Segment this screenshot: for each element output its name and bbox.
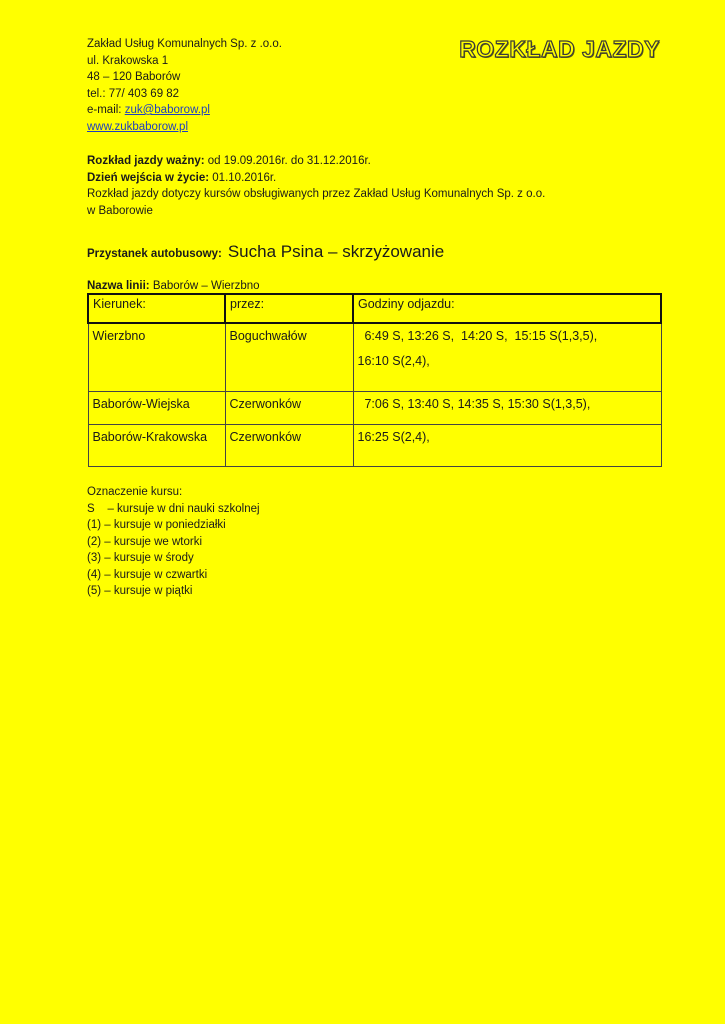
header-via: przez:: [225, 294, 353, 323]
table-row: [88, 392, 661, 425]
legend-item: (3) – kursuje w środy: [87, 552, 194, 564]
legend-item: (1) – kursuje w poniedziałki: [87, 519, 226, 531]
header-block: [87, 36, 662, 136]
row-via: Czerwonków: [225, 392, 353, 425]
company-email-line: [87, 102, 662, 119]
company-street: ul. Krakowska 1: [87, 54, 169, 67]
row-times: [353, 392, 661, 425]
email-link[interactable]: zuk@baborow.pl: [124, 104, 210, 116]
timetable-page: [87, 36, 662, 600]
header-direction: Kierunek:: [88, 294, 225, 323]
line-name-label: Nazwa linii:: [87, 280, 150, 292]
line-name: [87, 279, 662, 293]
company-website-line: [87, 119, 662, 136]
times-line: 16:10 S(2,4),: [357, 354, 430, 368]
row-direction: Wierzbno: [88, 323, 225, 392]
course-legend: [87, 484, 662, 600]
header-departures: Godziny odjazdu:: [353, 294, 661, 323]
times-line: 6:49 S, 13:26 S, 14:20 S, 15:15 S(1,3,5),: [357, 329, 598, 343]
table-row: [88, 323, 661, 392]
times-line: 16:25 S(2,4),: [357, 430, 430, 444]
validity-info: [87, 153, 662, 219]
legend-title: Oznaczenie kursu:: [87, 486, 183, 498]
company-city: 48 – 120 Baborów: [87, 71, 181, 83]
row-via: Czerwonków: [225, 425, 353, 467]
row-direction: Baborów-Wiejska: [88, 392, 225, 425]
effective-date: [87, 170, 662, 187]
row-direction: Baborów-Krakowska: [88, 425, 225, 467]
row-times: [353, 425, 661, 467]
page-title: ROZKŁAD JAZDY: [459, 36, 660, 62]
company-name: Zakład Usług Komunalnych Sp. z .o.o.: [87, 38, 282, 50]
bus-stop: [87, 242, 662, 262]
email-prefix: e-mail:: [87, 104, 125, 116]
bus-stop-label: Przystanek autobusowy:: [87, 248, 222, 260]
legend-item: (4) – kursuje w czwartki: [87, 568, 208, 581]
company-phone: tel.: 77/ 403 69 82: [87, 87, 180, 100]
legend-item: (5) – kursuje w piątki: [87, 585, 193, 597]
valid-period: [87, 153, 662, 170]
bus-stop-name: Sucha Psina – skrzyżowanie: [227, 242, 445, 261]
timetable-table: [87, 293, 662, 467]
effective-value: 01.10.2016r.: [209, 171, 277, 184]
legend-item: (2) – kursuje we wtorki: [87, 535, 203, 548]
valid-label: Rozkład jazdy ważny:: [87, 155, 205, 167]
row-times: [353, 323, 661, 392]
row-via: Boguchwałów: [225, 323, 353, 392]
valid-value: od 19.09.2016r. do 31.12.2016r.: [204, 155, 371, 167]
legend-item: S – kursuje w dni nauki szkolnej: [87, 502, 260, 515]
website-link[interactable]: www.zukbaborow.pl: [87, 120, 188, 133]
table-header-row: [88, 294, 661, 323]
operator-note-line2: w Baborowie: [87, 204, 153, 217]
operator-note-line1: Rozkład jazdy dotyczy kursów obsługiwanych przez Zakład Usług Komunalnych Sp. z o.o.: [87, 188, 546, 200]
times-line: 7:06 S, 13:40 S, 14:35 S, 15:30 S(1,3,5),: [357, 397, 591, 411]
line-name-value: Baborów – Wierzbno: [149, 280, 260, 292]
effective-label: Dzień wejścia w życie:: [87, 171, 210, 184]
table-row: [88, 425, 661, 467]
